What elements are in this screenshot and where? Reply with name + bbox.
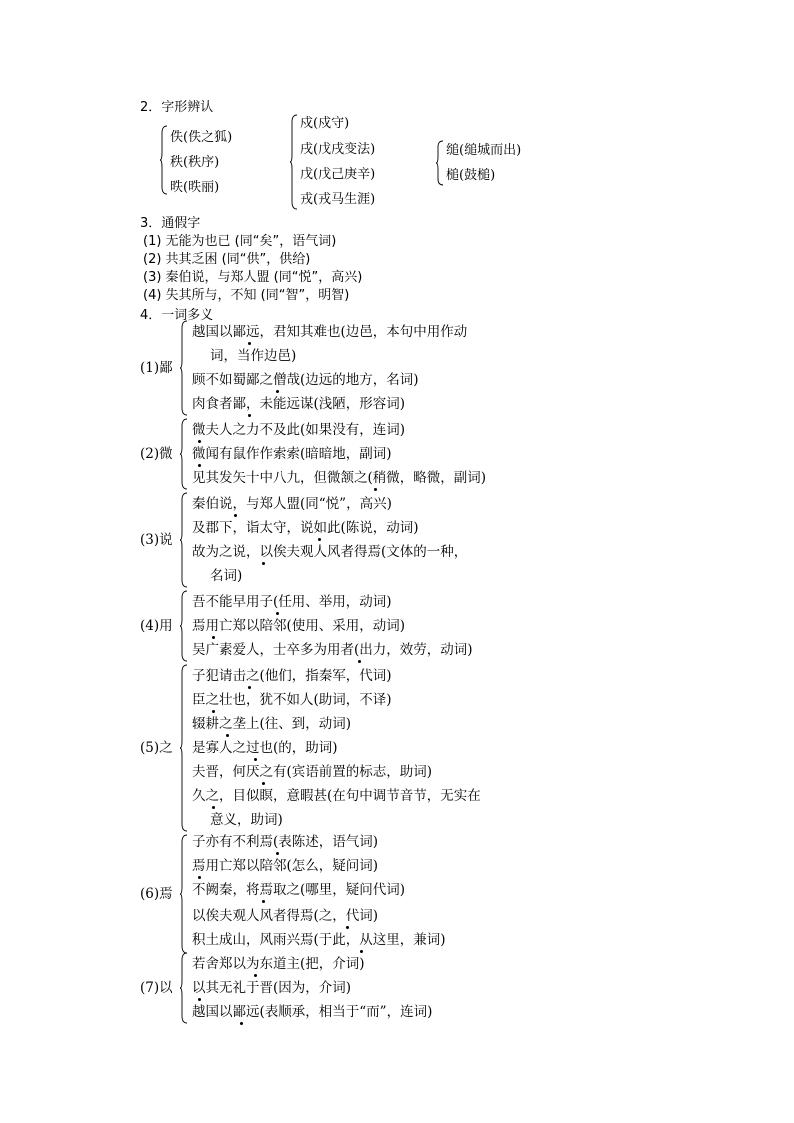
polysemy-line: 秦伯说，与郑人盟(同“悦”，高兴) (192, 496, 392, 512)
polysemy-line: 及郡下，诣太守，说如此(陈说，动词) (192, 520, 419, 536)
polysemy-label: (7)以 (140, 980, 173, 996)
emphasis-dot (374, 488, 377, 491)
tongjia-item: (3) 秦伯说，与郑人盟 (同“悦”，高兴) (143, 270, 363, 285)
polysemy-line: 久之，目似瞑，意暇甚(在句中调节音节，无实在 (192, 788, 481, 804)
polysemy-line: 微夫人之力不及此(如果没有，连词) (192, 422, 406, 438)
brace-polysemy (180, 418, 188, 490)
char-item: 戊(戊己庚辛) (300, 167, 376, 182)
emphasis-dot (346, 926, 349, 929)
polysemy-label: (4)用 (140, 618, 173, 634)
polysemy-line: 见其发矢十中八九，但微颔之(稍微，略微，副词) (192, 470, 487, 486)
emphasis-dot (212, 710, 215, 713)
polysemy-line: 焉用亡郑以陪邻(怎么，疑问词) (192, 858, 379, 874)
emphasis-dot (212, 636, 215, 639)
brace-group-2 (290, 114, 298, 210)
polysemy-line: 子犯请击之(他们，指秦军，代词) (192, 668, 392, 684)
emphasis-dot (234, 514, 237, 517)
polysemy-label: (3)说 (140, 532, 173, 548)
polysemy-line: 不阙秦，将焉取之(哪里，疑问代词) (192, 882, 406, 898)
emphasis-dot (254, 974, 257, 977)
emphasis-dot (212, 806, 215, 809)
emphasis-dot (198, 440, 201, 443)
brace-polysemy (180, 664, 188, 832)
brace-polysemy (180, 590, 188, 662)
section-4-heading: 4．一词多义 (140, 308, 214, 323)
char-item: 戍(戍守) (300, 116, 350, 131)
emphasis-dot (198, 464, 201, 467)
emphasis-dot (276, 390, 279, 393)
char-item: 槌(鼓槌) (446, 168, 496, 183)
brace-polysemy (180, 834, 188, 954)
polysemy-line: 臣之壮也，犹不如人(助词，不译) (192, 692, 392, 708)
polysemy-line: 越国以鄙远(表顺承，相当于“而”，连词) (192, 1004, 433, 1020)
emphasis-dot (254, 758, 257, 761)
polysemy-line: 肉食者鄙，未能远谋(浅陋，形容词) (192, 396, 406, 412)
emphasis-dot (248, 342, 251, 345)
polysemy-line: 夫晋，何厌之有(宾语前置的标志，助词) (192, 764, 433, 780)
emphasis-dot (198, 876, 201, 879)
emphasis-dot (262, 562, 265, 565)
emphasis-dot (262, 900, 265, 903)
polysemy-line: 吾不能早用子(任用、举用，动词) (192, 594, 392, 610)
polysemy-line: 名词) (210, 568, 243, 584)
brace-group-3 (436, 140, 444, 186)
char-item: 昳(昳丽) (170, 180, 220, 195)
polysemy-line: 越国以鄙远，君知其难也(边邑，本句中用作动 (192, 324, 468, 340)
polysemy-label: (6)焉 (140, 886, 173, 902)
polysemy-line: 词，当作边邑) (210, 348, 297, 364)
brace-polysemy (180, 952, 188, 1024)
brace-group-1 (160, 125, 168, 195)
emphasis-dot (226, 734, 229, 737)
emphasis-dot (198, 998, 201, 1001)
polysemy-line: 子亦有不利焉(表陈述，语气词) (192, 834, 379, 850)
polysemy-line: 焉用亡郑以陪邻(使用、采用，动词) (192, 618, 406, 634)
polysemy-label: (5)之 (140, 740, 173, 756)
polysemy-line: 故为之说，以俟夫观人风者得焉(文体的一种， (192, 544, 468, 560)
char-item: 秩(秩序) (170, 155, 220, 170)
polysemy-line: 若舍郑以为东道主(把，介词) (192, 956, 365, 972)
polysemy-line: 顾不如蜀鄙之僧哉(边远的地方，名词) (192, 372, 419, 388)
emphasis-dot (240, 1022, 243, 1025)
tongjia-item: (1) 无能为也已 (同“矣”，语气词) (143, 234, 337, 249)
emphasis-dot (276, 852, 279, 855)
char-item: 戎(戎马生涯) (300, 192, 376, 207)
polysemy-line: 以其无礼于晋(因为，介词) (192, 980, 352, 996)
polysemy-line: 意义，助词) (210, 812, 283, 828)
polysemy-line: 吴广素爱人，士卒多为用者(出力，效劳，动词) (192, 642, 473, 658)
polysemy-label: (1)鄙 (140, 360, 173, 376)
emphasis-dot (248, 686, 251, 689)
char-item: 佚(佚之狐) (170, 130, 233, 145)
char-item: 缒(缒城而出) (446, 143, 522, 158)
section-2-heading: 2．字形辨认 (140, 100, 214, 115)
emphasis-dot (358, 660, 361, 663)
polysemy-line: 辍耕之垄上(往、到，动词) (192, 716, 352, 732)
emphasis-dot (262, 782, 265, 785)
tongjia-item: (4) 失其所与，不知 (同“智”，明智) (143, 288, 350, 303)
polysemy-line: 以俟夫观人风者得焉(之，代词) (192, 908, 379, 924)
polysemy-line: 积土成山，风雨兴焉(于此，从这里，兼词) (192, 932, 446, 948)
char-item: 戌(戊戌变法) (300, 142, 376, 157)
emphasis-dot (276, 612, 279, 615)
emphasis-dot (248, 414, 251, 417)
polysemy-line: 微闻有鼠作作索索(暗暗地，副词) (192, 446, 392, 462)
emphasis-dot (318, 538, 321, 541)
section-3-heading: 3．通假字 (140, 216, 201, 231)
polysemy-line: 是寡人之过也(的，助词) (192, 740, 338, 756)
brace-polysemy (180, 320, 188, 416)
tongjia-item: (2) 共其乏困 (同“供”，供给) (143, 252, 311, 267)
brace-polysemy (180, 492, 188, 588)
polysemy-label: (2)微 (140, 446, 173, 462)
